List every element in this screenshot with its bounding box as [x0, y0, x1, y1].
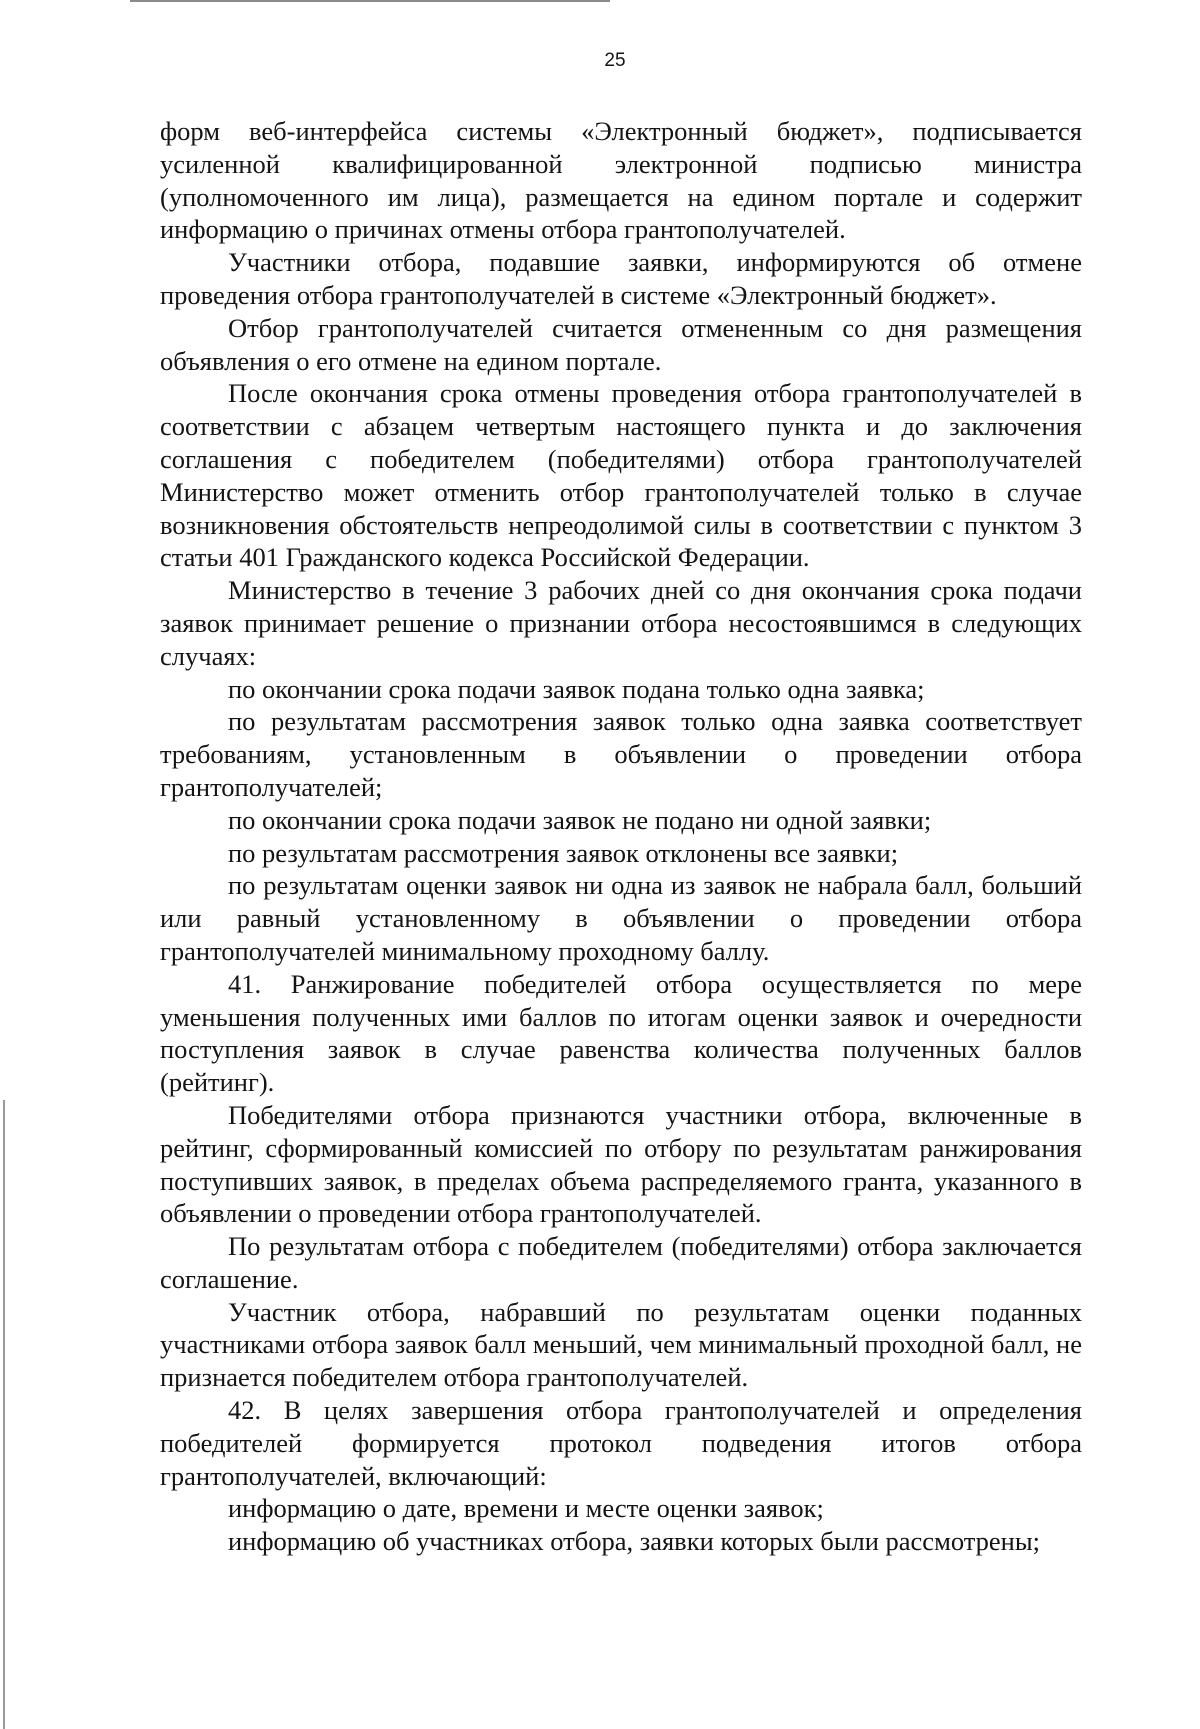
list-item-2: по результатам рассмотрения заявок только одна заявка соответствует требованиям, установленным в объявлении о проведении отбора грантополучателей; [160, 706, 1082, 802]
list-item-1: по окончании срока подачи заявок подана только одна заявка; [228, 673, 925, 704]
paragraph-agreement: По результатам отбора с победителем (победителями) отбора заключается соглашение. [160, 1231, 1082, 1294]
paragraph-3: Отбор грантополучателей считается отмененным со дня размещения объявления о его отмене на едином портале. [160, 312, 1082, 376]
protocol-item-2: информацию об участниках отбора, заявки которых были рассмотрены; [228, 1526, 1041, 1557]
paragraph-5: Министерство в течение 3 рабочих дней со дня окончания срока подачи заявок принимает решение о признании отбора несостоявшимся в следующих случаях: [160, 575, 1082, 671]
clause-41: 41. Ранжирование победителей отбора осуществляется по мере уменьшения полученных ими баллов по итогам оценки заявок и очередности поступления заявок в случае равенства количества полученных баллов (рейтинг). [160, 968, 1082, 1098]
paragraph-participant: Участник отбора, набравший по результатам оценки поданных участниками отбора заявок балл меньший, чем минимальный проходной балл, не признается победителем отбора грантополучателей. [160, 1296, 1082, 1393]
paragraph-4: После окончания срока отмены проведения отбора грантополучателей в соответствии с абзацем четвертым настоящего пункта и до заключения соглашения с победителем (победителями) отбора грантополучателей Министерство может отменить отбор грантополучателей только в случае возникновения обстоятельств непреодолимой силы в соответствии с пунктом 3 статьи 401 Гражданского кодекса Российской Федерации. [160, 378, 1082, 573]
document-body [160, 115, 1082, 1558]
paragraph-2: Участники отбора, подавшие заявки, информируются об отмене проведения отбора грантополучателей в системе «Электронный бюджет». [160, 247, 1082, 310]
list-item-4: по результатам рассмотрения заявок отклонены все заявки; [228, 837, 899, 868]
list-item-5: по результатам оценки заявок ни одна из заявок не набрала балл, больший или равный установленному в объявлении о проведении отбора грантополучателей минимальному проходному баллу. [160, 870, 1082, 966]
protocol-item-1: информацию о дате, времени и месте оценки заявок; [228, 1493, 824, 1524]
list-item-3: по окончании срока подачи заявок не подано ни одной заявки; [228, 804, 932, 835]
clause-42: 42. В целях завершения отбора грантополучателей и определения победителей формируется протокол подведения итогов отбора грантополучателей, включающий: [160, 1395, 1082, 1491]
paragraph-winners: Победителями отбора признаются участники отбора, включенные в рейтинг, сформированный комиссией по отбору по результатам ранжирования поступивших заявок, в пределах объема распределяемого гранта, указанного в объявлении о проведении отбора грантополучателей. [160, 1099, 1082, 1229]
paragraph-1: форм веб-интерфейса системы «Электронный бюджет», подписывается усиленной квалифицированной электронной подписью министра (уполномоченного им лица), размещается на едином портале и содержит информацию о причинах отмены отбора грантополучателей. [160, 116, 1082, 245]
page-number: 25 [604, 50, 626, 71]
scan-edge-left [3, 1100, 5, 1729]
scan-edge-top [130, 0, 610, 2]
